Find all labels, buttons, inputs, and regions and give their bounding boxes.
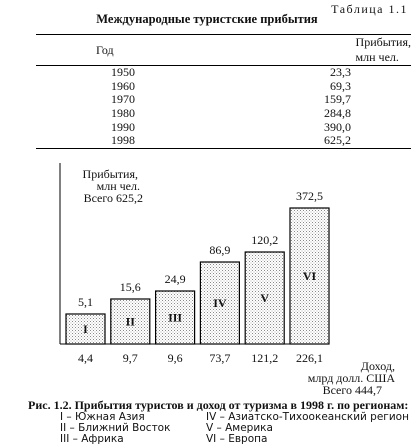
table-title: Международные туристские прибытия (96, 12, 318, 26)
region-code-label: II (125, 314, 135, 329)
arrivals-value-label: 86,9 (209, 243, 231, 257)
arrivals-value-label: 5,1 (78, 295, 93, 309)
year-cell: 1998 (36, 134, 226, 148)
arrivals-cell: 390,0 (324, 119, 351, 134)
legend-item: I – Южная Азия (60, 411, 145, 423)
bars-layer (66, 189, 329, 365)
arrivals-value-label: 372,5 (296, 189, 323, 203)
year-cell: 1960 (111, 78, 135, 93)
arrivals-cell: 69,3 (330, 78, 351, 93)
legend-item: II – Ближний Восток (60, 422, 171, 434)
y-axis-label-line1: Прибытия, (82, 167, 138, 181)
header-year: Год (36, 35, 226, 66)
income-value-label: 9,7 (122, 351, 138, 365)
legend-item: VI – Европа (206, 433, 268, 445)
region-code-label: IV (213, 296, 227, 310)
year-cell: 1980 (111, 106, 135, 121)
arrivals-value-label: 15,6 (119, 280, 141, 294)
figure-caption: Рис. 1.2. Прибытия туристов и доход от туризма в 1998 г. по регионам: (28, 398, 409, 412)
income-value-label: 4,4 (78, 351, 93, 365)
region-code-label: III (168, 310, 183, 325)
legend-item: IV – Азиатско-Тихоокеанский регион (206, 411, 409, 423)
region-code-label: V (260, 291, 270, 305)
arrivals-value-label: 120,2 (251, 233, 279, 247)
table-number-label: Таблица 1.1 (331, 2, 408, 16)
arrivals-cell: 625,2 (226, 134, 411, 148)
arrivals-cell: 23,3 (330, 65, 351, 80)
x-axis-label-line2: млрд долл. США (307, 371, 395, 385)
region-code-label: VI (302, 269, 317, 283)
income-value-label: 73,7 (209, 351, 231, 365)
income-value-label: 9,6 (167, 351, 183, 365)
x-axis-total: Всего 444,7 (322, 383, 382, 397)
header-arrivals: Прибытия, млн чел. (226, 35, 411, 66)
income-value-label: 121,2 (251, 351, 279, 365)
arrivals-cell: 159,7 (324, 92, 351, 107)
year-cell: 1970 (111, 92, 135, 107)
legend-item: III – Африка (60, 433, 124, 445)
region-code-label: I (83, 322, 88, 336)
legend-item: V – Америка (206, 422, 273, 434)
arrivals-value-label: 24,9 (164, 272, 186, 286)
income-value-label: 226,1 (296, 351, 323, 365)
year-cell: 1950 (111, 65, 135, 80)
year-cell: 1990 (111, 119, 135, 134)
arrivals-cell: 284,8 (324, 106, 351, 121)
x-axis-label-line1: Доход, (360, 359, 395, 373)
y-axis-label-line2: млн чел. (96, 179, 140, 193)
y-axis-total: Всего 625,2 (83, 191, 143, 205)
